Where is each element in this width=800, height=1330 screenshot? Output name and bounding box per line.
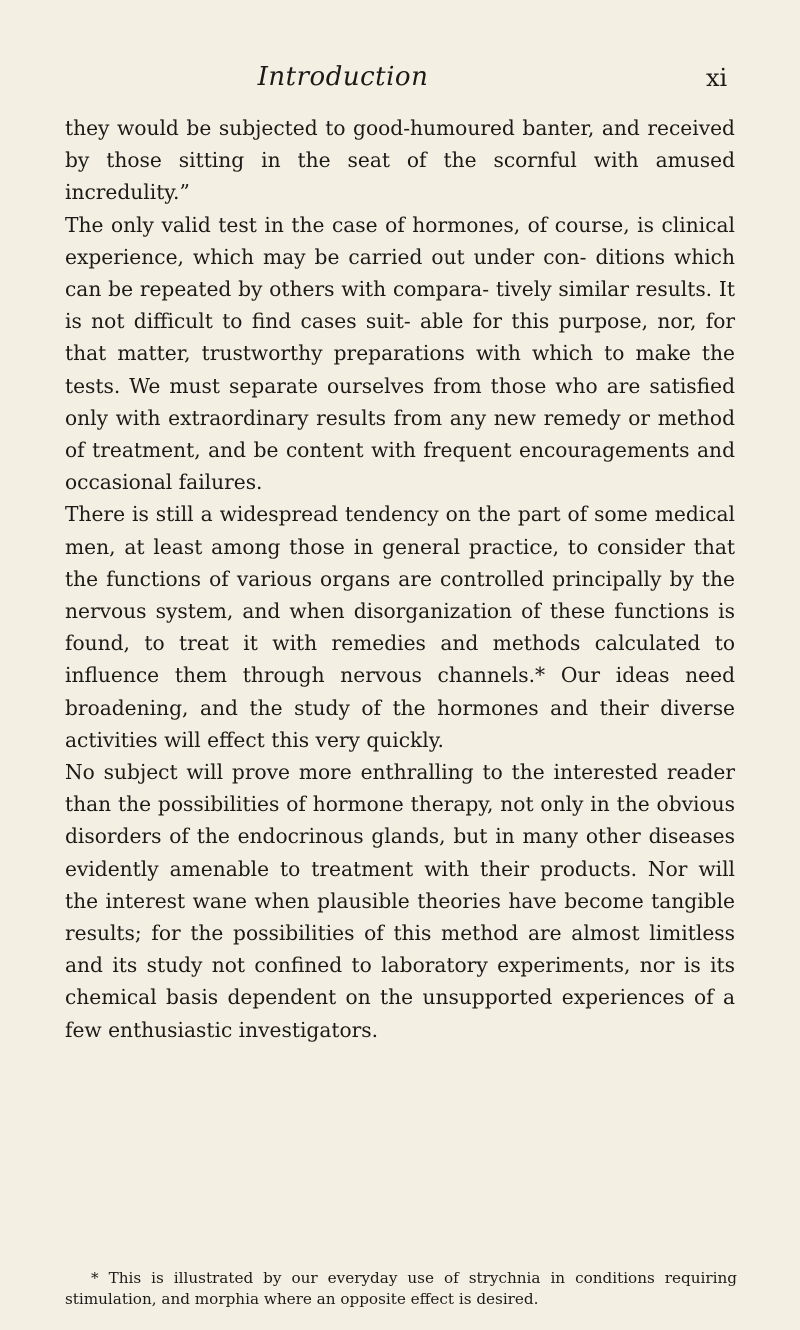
footnote bbox=[65, 1268, 737, 1310]
paragraph: No subject will prove more enthralling to the interested reader than the possibilities of hormone therapy, not only in the obvious disorders of the endocrinous glands, but in many other diseases evidently amenable to treatment with their products. Nor will the interest wane when plausible theories have become tangible results; for the possibilities of this method are almost limitless and its study not confined to laboratory experiments, nor is its chemical basis dependent on the unsupported experiences of a few enthusiastic investigators. bbox=[65, 760, 735, 1042]
body-text bbox=[65, 112, 735, 1046]
running-title: Introduction bbox=[257, 62, 429, 92]
paragraph: There is still a widespread tendency on the part of some medical men, at least among those in general practice, to consider that the functions of various organs are controlled principally by the nervous system, and when disorganization of these functions is found, to treat it with remedies and methods calculated to influence them through nervous channels.* Our ideas need broadening, and the study of the hormones and their diverse activities will effect this very quickly. bbox=[65, 502, 735, 752]
paragraph: they would be subjected to good-humoured banter, and received by those sitting in the seat of the scornful with amused incredulity.” bbox=[65, 116, 735, 205]
paragraph: The only valid test in the case of hormones, of course, is clinical experience, which may be carried out under con- ditions which can be repeated by others with compara- tively similar results. It is not difficult to find cases suit- able for this purpose, nor, for that matter, trustworthy preparations with which to make the tests. We must separate ourselves from those who are satisfied only with extraordinary results from any new remedy or method of treatment, and be content with frequent encouragements and occasional failures. bbox=[65, 212, 735, 495]
running-head bbox=[0, 62, 800, 102]
page-number: xi bbox=[706, 64, 728, 92]
footnote-text: * This is illustrated by our everyday use of strychnia in conditions requiring stimulation, and morphia where an opposite effect is desired. bbox=[65, 1269, 737, 1308]
